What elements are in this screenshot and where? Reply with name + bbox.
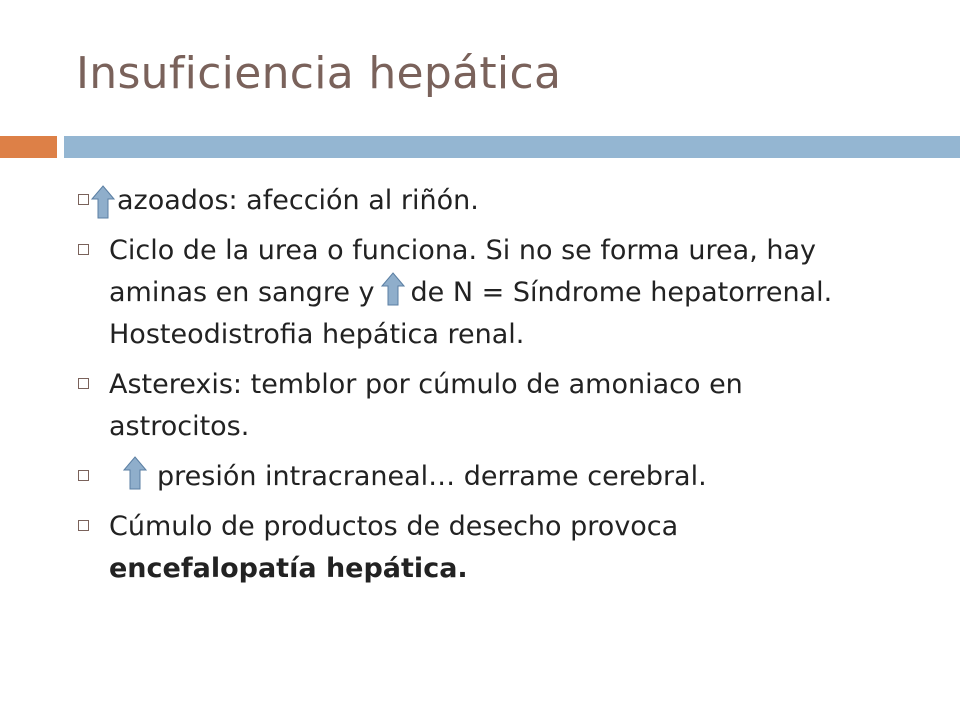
bullet-text: presión intracraneal… derrame cerebral. xyxy=(157,461,707,492)
title-accent-bar-orange xyxy=(0,136,57,158)
bullet-item-asterexis xyxy=(78,364,878,448)
bullet-list xyxy=(78,180,878,598)
bullet-item-encefalopatia xyxy=(78,506,878,590)
square-bullet-icon xyxy=(78,194,89,205)
bullet-item-azoados xyxy=(78,180,878,222)
bullet-item-ciclo-urea xyxy=(78,230,878,356)
square-bullet-icon xyxy=(78,470,89,481)
bullet-bold-text: encefalopatía hepática. xyxy=(109,553,468,584)
square-bullet-icon xyxy=(78,520,89,531)
up-arrow-icon xyxy=(91,185,115,219)
up-arrow-icon xyxy=(381,272,405,306)
bullet-text: Asterexis: temblor por cúmulo de amoniaco en astrocitos. xyxy=(109,369,743,442)
up-arrow-icon xyxy=(123,456,147,490)
title-accent-bar-blue xyxy=(64,136,960,158)
square-bullet-icon xyxy=(78,378,89,389)
bullet-text: de N = Síndrome hepatorrenal. Hosteodistrofia hepática renal. xyxy=(109,277,833,350)
bullet-item-presion xyxy=(78,456,878,498)
bullet-text: Ciclo de la urea o funciona. Si no se forma urea, hay aminas en sangre y xyxy=(109,235,816,308)
square-bullet-icon xyxy=(78,244,89,255)
slide-title: Insuficiencia hepática xyxy=(76,48,562,99)
bullet-text: Cúmulo de productos de desecho provoca xyxy=(109,511,679,542)
bullet-text: azoados: afección al riñón. xyxy=(117,185,479,216)
